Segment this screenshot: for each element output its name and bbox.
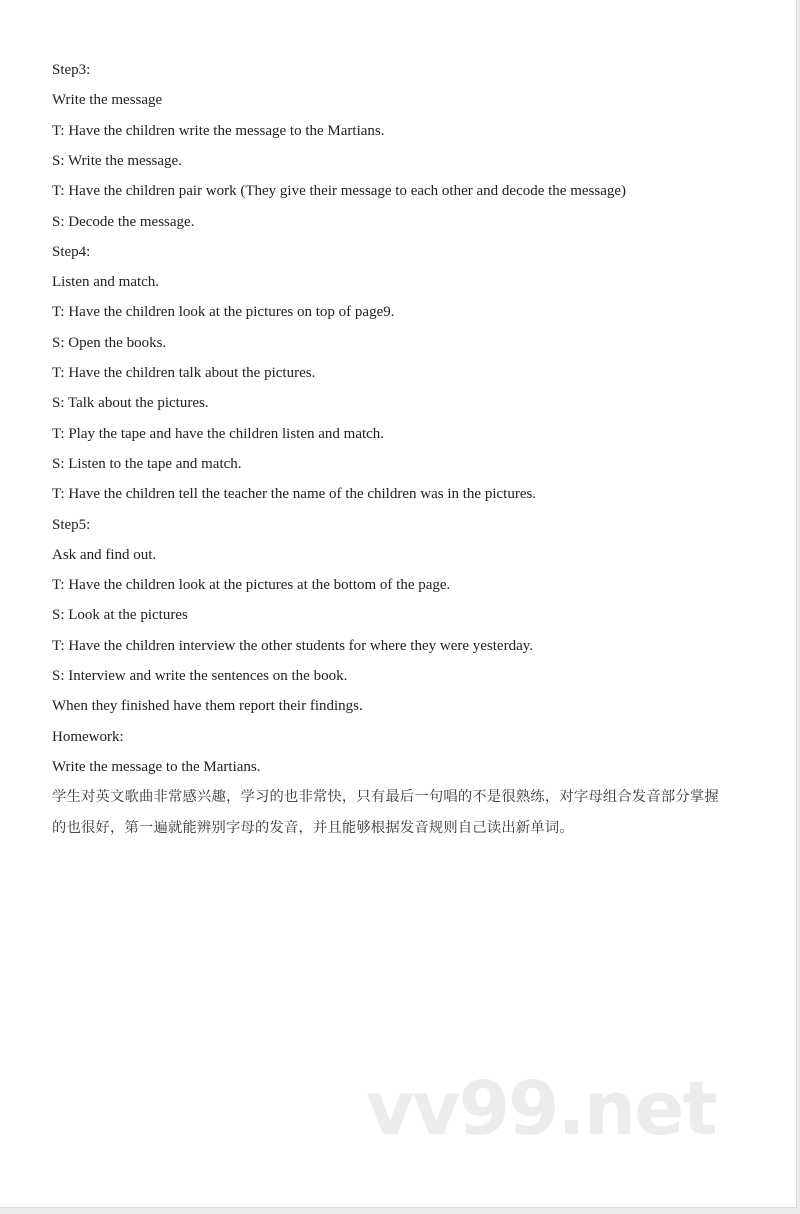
watermark: vv99.net [366, 1066, 716, 1152]
reflection-line: 学生对英文歌曲非常感兴趣，学习的也非常快，只有最后一句唱的不是很熟练，对字母组合发音部分掌握 [52, 789, 719, 805]
text-line: T: Have the children talk about the pictures. [52, 365, 316, 381]
text-line: Step5: [52, 516, 91, 533]
text-line: When they finished have them report their findings. [52, 698, 363, 715]
text-line: Step4: [52, 243, 91, 260]
text-line: T: Have the children tell the teacher the name of the children was in the pictures. [52, 486, 537, 503]
text-line: S: Look at the pictures [52, 607, 188, 624]
text-line: S: Decode the message. [52, 213, 195, 230]
text-line: T: Have the children write the message to the Martians. [52, 122, 385, 139]
text-line: S: Talk about the pictures. [52, 395, 209, 412]
text-line: S: Open the books. [52, 334, 167, 351]
text-line: Write the message to the Martians. [52, 758, 261, 775]
text-line: S: Listen to the tape and match. [52, 455, 242, 472]
text-line: S: Write the message. [52, 152, 182, 169]
text-line: Write the message [52, 92, 163, 109]
reflection-line: 的也很好，第一遍就能辨别字母的发音，并且能够根据发音规则自己读出新单词。 [52, 820, 574, 836]
text-line: T: Have the children pair work (They give their message to each other and decode the message) [52, 183, 627, 200]
text-line: T: Play the tape and have the children listen and match. [52, 425, 385, 442]
text-line: T: Have the children interview the other students for where they were yesterday. [52, 637, 534, 654]
text-line: Step3: [52, 62, 91, 78]
text-line: Listen and match. [52, 274, 160, 291]
text-line: Homework: [52, 728, 124, 745]
text-line: T: Have the children look at the pictures at the bottom of the page. [52, 577, 451, 594]
text-line: T: Have the children look at the pictures on top of page9. [52, 304, 395, 321]
text-line: Ask and find out. [52, 546, 157, 563]
text-line: S: Interview and write the sentences on the book. [52, 668, 348, 684]
